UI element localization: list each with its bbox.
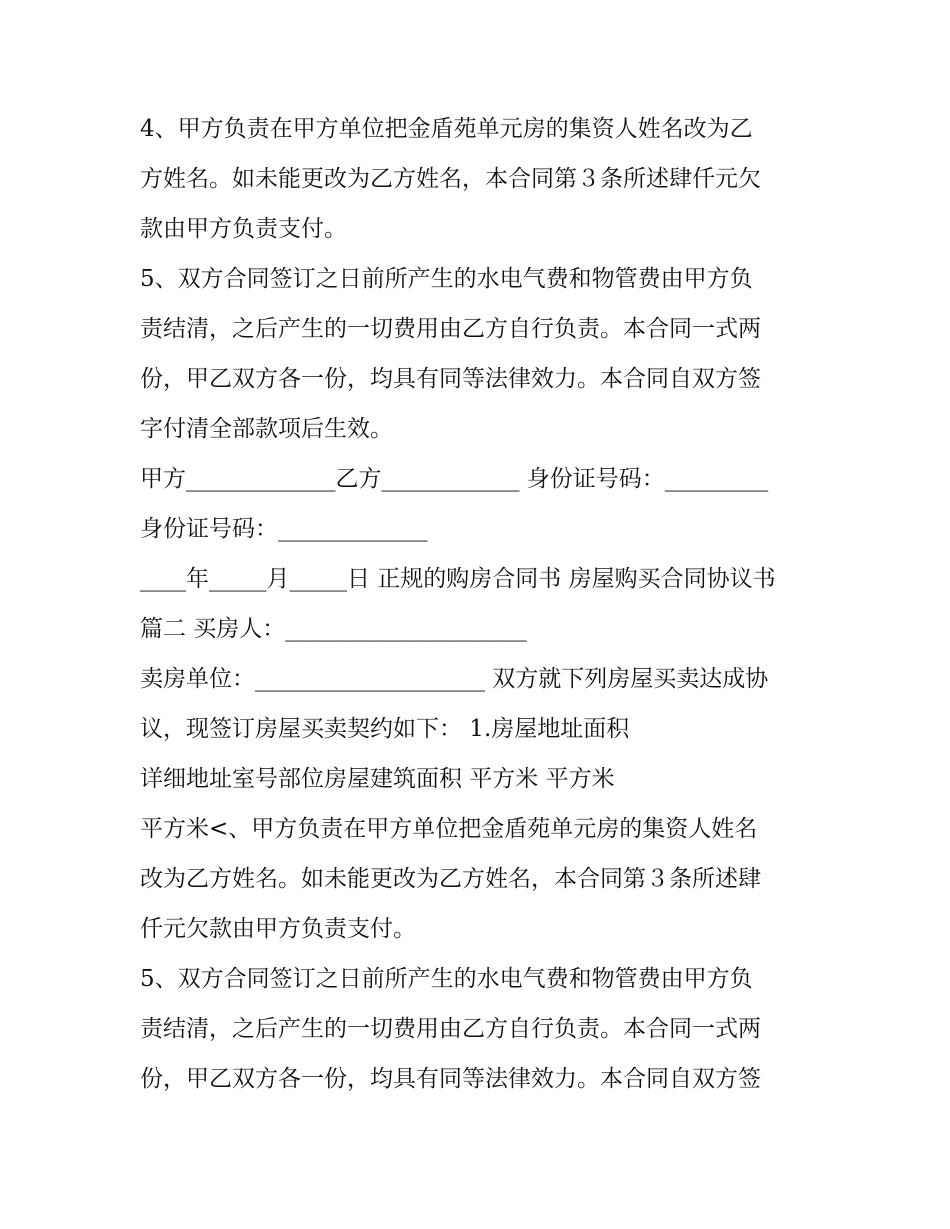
- buyer-line: 篇二 买房人：_____________________: [140, 616, 527, 642]
- signature-line: 甲方_____________乙方____________ 身份证号码：_________: [140, 466, 769, 492]
- text-line: 份，甲乙双方各一份，均具有同等法律效力。本合同自双方签: [140, 366, 761, 392]
- text-line: 仟元欠款由甲方负责支付。: [140, 916, 416, 942]
- text-line: 字付清全部款项后生效。: [140, 416, 393, 442]
- text-line: 议，现签订房屋买卖契约如下： 1.房屋地址面积: [140, 716, 630, 742]
- text-line: 责结清，之后产生的一切费用由乙方自行负责。本合同一式两: [140, 316, 761, 342]
- text-line: 详细地址室号部位房屋建筑面积 平方米 平方米: [140, 766, 615, 792]
- date-line: ____年_____月_____日 正规的购房合同书 房屋购买合同协议书: [140, 566, 776, 592]
- text-line: 款由甲方负责支付。: [140, 216, 347, 242]
- text-line: 份，甲乙双方各一份，均具有同等法律效力。本合同自双方签: [140, 1066, 761, 1092]
- text-line: 方姓名。如未能更改为乙方姓名，本合同第３条所述肆仟元欠: [140, 166, 761, 192]
- text-line: 责结清，之后产生的一切费用由乙方自行负责。本合同一式两: [140, 1016, 761, 1042]
- id-number-line: 身份证号码：_____________: [140, 516, 428, 542]
- text-line: 4、甲方负责在甲方单位把金盾苑单元房的集资人姓名改为乙: [140, 116, 753, 142]
- seller-line: 卖房单位：____________________ 双方就下列房屋买卖达成协: [140, 666, 769, 692]
- text-line: 平方米<、甲方负责在甲方单位把金盾苑单元房的集资人姓名: [140, 816, 758, 842]
- text-line: 5、双方合同签订之日前所产生的水电气费和物管费由甲方负: [140, 266, 753, 292]
- text-line: 改为乙方姓名。如未能更改为乙方姓名，本合同第３条所述肆: [140, 866, 761, 892]
- text-line: 5、双方合同签订之日前所产生的水电气费和物管费由甲方负: [140, 966, 753, 992]
